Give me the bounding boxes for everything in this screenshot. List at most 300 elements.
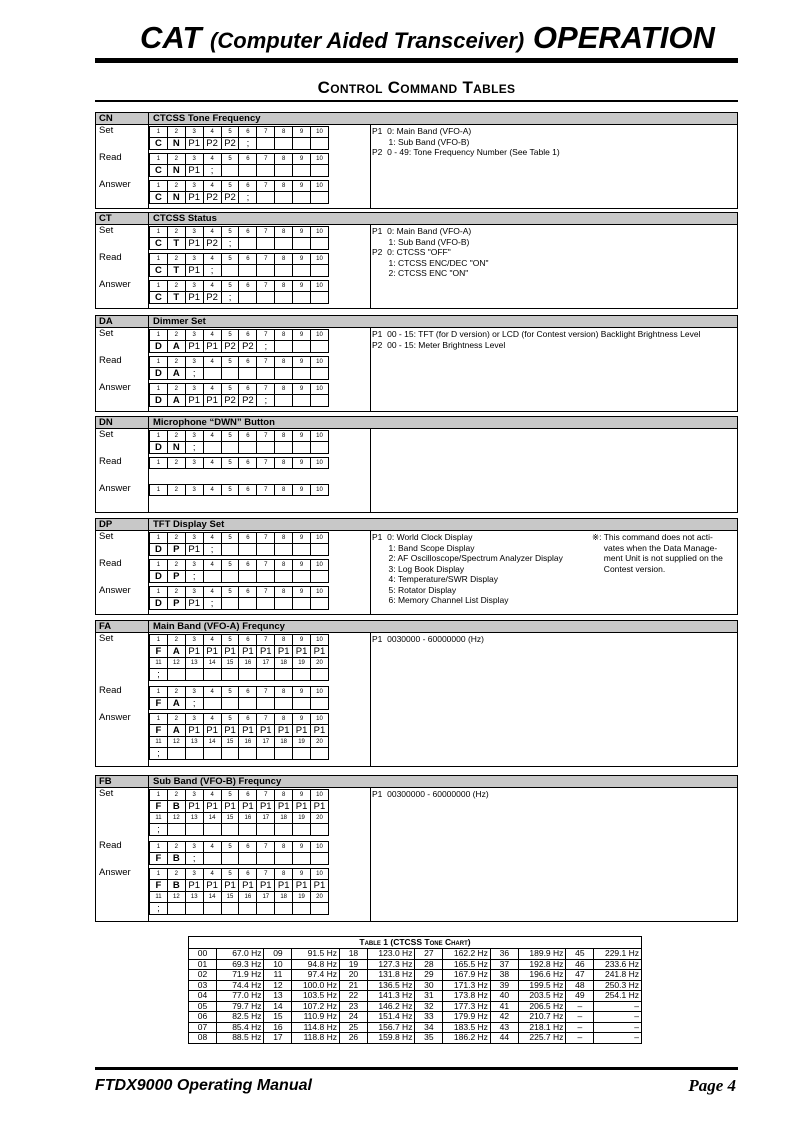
command-char	[221, 748, 239, 760]
command-char	[167, 669, 185, 681]
command-char	[185, 903, 203, 915]
tone-frequency: 162.2 Hz	[443, 949, 491, 960]
command-char	[275, 165, 293, 177]
command-format-table	[149, 868, 329, 915]
command-char: P2	[221, 192, 239, 204]
command-char: P1	[293, 725, 311, 737]
digit-index: 9	[293, 127, 311, 138]
command-char	[293, 669, 311, 681]
row-label: Set	[99, 429, 114, 440]
command-format-table	[149, 253, 329, 277]
command-char: P1	[203, 646, 221, 658]
command-char: P1	[221, 880, 239, 892]
digit-index: 20	[311, 737, 329, 748]
command-char: P	[167, 598, 185, 610]
digit-index: 7	[257, 533, 275, 544]
command-char: ;	[185, 698, 203, 710]
digit-index: 8	[275, 790, 293, 801]
command-char: A	[167, 698, 185, 710]
digit-index: 6	[239, 431, 257, 442]
command-char: ;	[185, 442, 203, 454]
digit-index: 2	[167, 181, 185, 192]
tone-chart-row	[189, 970, 642, 981]
digit-index: 6	[239, 330, 257, 341]
digit-index: 7	[257, 384, 275, 395]
digit-index: 1	[150, 458, 168, 469]
tone-number: 30	[415, 980, 443, 991]
command-format-table	[149, 226, 329, 250]
command-char	[185, 824, 203, 836]
tone-number: –	[566, 1012, 594, 1023]
digit-index: 19	[293, 892, 311, 903]
command-char: T	[167, 265, 185, 277]
tone-frequency: 79.7 Hz	[216, 1001, 264, 1012]
command-char: P1	[239, 725, 257, 737]
tone-number: 23	[339, 1001, 367, 1012]
tone-frequency: 159.8 Hz	[367, 1033, 415, 1044]
digit-index: 3	[185, 560, 203, 571]
command-char: ;	[257, 341, 275, 353]
digit-index: 7	[257, 127, 275, 138]
tone-frequency: 97.4 Hz	[292, 970, 340, 981]
command-char: P1	[185, 544, 203, 556]
command-char	[221, 265, 239, 277]
command-char	[239, 368, 257, 380]
digit-index: 5	[221, 357, 239, 368]
digit-index: 8	[275, 458, 293, 469]
digit-index: 10	[311, 254, 329, 265]
command-char: P1	[203, 341, 221, 353]
digit-index: 2	[167, 254, 185, 265]
command-char	[275, 598, 293, 610]
command-char	[239, 903, 257, 915]
command-char: T	[167, 292, 185, 304]
command-char	[311, 341, 329, 353]
command-char	[257, 138, 275, 150]
digit-index: 4	[203, 431, 221, 442]
digit-index: 5	[221, 127, 239, 138]
digit-index: 11	[150, 658, 168, 669]
digit-index: 14	[203, 658, 221, 669]
note-line: ment Unit is not supplied on the	[592, 553, 723, 563]
digit-index: 7	[257, 431, 275, 442]
command-char	[293, 165, 311, 177]
command-char: ;	[150, 669, 168, 681]
command-format-table	[149, 586, 329, 610]
command-format-table	[149, 180, 329, 204]
digit-index: 7	[257, 842, 275, 853]
digit-index: 10	[311, 790, 329, 801]
column-divider	[148, 328, 149, 411]
digit-index: 1	[150, 533, 168, 544]
command-char: P1	[257, 646, 275, 658]
digit-index: 9	[293, 154, 311, 165]
tone-number: 22	[339, 991, 367, 1002]
tone-frequency: 196.6 Hz	[518, 970, 566, 981]
parameter-description	[372, 126, 560, 158]
digit-index: 9	[293, 227, 311, 238]
tone-number: 15	[264, 1012, 292, 1023]
digit-index: 1	[150, 154, 168, 165]
tone-number: 12	[264, 980, 292, 991]
digit-index: 8	[275, 384, 293, 395]
command-char	[239, 698, 257, 710]
command-char	[185, 669, 203, 681]
digit-index: 1	[150, 869, 168, 880]
digit-index: 9	[293, 687, 311, 698]
digit-index: 7	[257, 635, 275, 646]
command-char	[203, 669, 221, 681]
parameter-description	[372, 634, 484, 645]
digit-index: 8	[275, 714, 293, 725]
command-char	[275, 138, 293, 150]
tone-frequency: 77.0 Hz	[216, 991, 264, 1002]
row-label: Answer	[99, 712, 131, 723]
command-name: TFT Display Set	[148, 519, 224, 530]
row-label: Answer	[99, 382, 131, 393]
digit-index: 2	[167, 154, 185, 165]
command-char: B	[167, 853, 185, 865]
digit-index: 19	[293, 658, 311, 669]
digit-index: 9	[293, 790, 311, 801]
command-char	[203, 698, 221, 710]
digit-index: 3	[185, 842, 203, 853]
digit-index: 6	[239, 357, 257, 368]
digit-index: 4	[203, 254, 221, 265]
command-char: B	[167, 801, 185, 813]
digit-index: 6	[239, 485, 257, 496]
digit-index: 1	[150, 181, 168, 192]
digit-index: 5	[221, 714, 239, 725]
command-char	[293, 368, 311, 380]
command-char	[221, 442, 239, 454]
row-label: Answer	[99, 179, 131, 190]
command-block-dp	[95, 518, 738, 615]
digit-index: 7	[257, 330, 275, 341]
command-char: P1	[203, 395, 221, 407]
tone-number: 08	[189, 1033, 217, 1044]
digit-index: 10	[311, 227, 329, 238]
digit-index: 8	[275, 842, 293, 853]
tone-number: 36	[490, 949, 518, 960]
footer-manual-name: FTDX9000 Operating Manual	[95, 1077, 312, 1094]
tone-frequency: 74.4 Hz	[216, 980, 264, 991]
tone-frequency: 225.7 Hz	[518, 1033, 566, 1044]
digit-index: 8	[275, 181, 293, 192]
command-format-table	[149, 713, 329, 760]
command-char: P1	[275, 725, 293, 737]
command-char	[239, 238, 257, 250]
command-char: ;	[203, 544, 221, 556]
command-char	[257, 853, 275, 865]
digit-index: 2	[167, 127, 185, 138]
digit-index: 2	[167, 227, 185, 238]
command-char	[167, 824, 185, 836]
command-char: ;	[239, 192, 257, 204]
tone-number: 47	[566, 970, 594, 981]
digit-index: 8	[275, 357, 293, 368]
tone-number: 40	[490, 991, 518, 1002]
row-label: Set	[99, 531, 114, 542]
digit-index: 19	[293, 813, 311, 824]
command-code: FB	[99, 776, 112, 787]
digit-index: 5	[221, 533, 239, 544]
description-line: P1 0: Main Band (VFO-A)	[372, 126, 472, 136]
digit-index: 8	[275, 635, 293, 646]
command-char	[239, 824, 257, 836]
column-divider	[148, 429, 149, 512]
command-char: P1	[203, 725, 221, 737]
tone-number: 14	[264, 1001, 292, 1012]
section-rule	[95, 100, 738, 102]
command-char: D	[150, 368, 168, 380]
command-char: P2	[221, 138, 239, 150]
tone-chart-row	[189, 1001, 642, 1012]
description-line: 1: Band Scope Display	[372, 542, 475, 553]
command-char	[275, 395, 293, 407]
digit-index: 9	[293, 587, 311, 598]
digit-index: 5	[221, 384, 239, 395]
digit-index: 8	[275, 227, 293, 238]
digit-index: 4	[203, 485, 221, 496]
tone-frequency: 189.9 Hz	[518, 949, 566, 960]
digit-index: 1	[150, 687, 168, 698]
digit-index: 17	[257, 813, 275, 824]
command-char: P2	[239, 341, 257, 353]
digit-index: 3	[185, 687, 203, 698]
command-char: ;	[257, 395, 275, 407]
tone-frequency: 91.5 Hz	[292, 949, 340, 960]
digit-index: 18	[275, 658, 293, 669]
command-char	[275, 368, 293, 380]
command-format-table	[149, 634, 329, 681]
digit-index: 4	[203, 790, 221, 801]
digit-index: 9	[293, 869, 311, 880]
digit-index: 9	[293, 533, 311, 544]
command-char: C	[150, 292, 168, 304]
command-char	[275, 571, 293, 583]
command-format-table	[149, 484, 329, 496]
digit-index: 9	[293, 458, 311, 469]
digit-index: 3	[185, 635, 203, 646]
tone-frequency: 241.8 Hz	[594, 970, 642, 981]
command-char: ;	[150, 824, 168, 836]
command-char: N	[167, 192, 185, 204]
command-code: CN	[99, 113, 113, 124]
command-char	[257, 669, 275, 681]
tone-number: 28	[415, 959, 443, 970]
digit-index: 6	[239, 587, 257, 598]
tone-number: 27	[415, 949, 443, 960]
digit-index: 10	[311, 560, 329, 571]
tone-frequency: 107.2 Hz	[292, 1001, 340, 1012]
command-char	[257, 824, 275, 836]
parameter-description	[372, 226, 489, 279]
tone-number: –	[566, 1022, 594, 1033]
command-char: P1	[239, 880, 257, 892]
command-char: P1	[257, 725, 275, 737]
digit-index: 4	[203, 458, 221, 469]
command-char	[203, 571, 221, 583]
row-label: Set	[99, 633, 114, 644]
command-char: A	[167, 368, 185, 380]
command-block-header	[96, 113, 737, 125]
tone-number: 09	[264, 949, 292, 960]
command-name: Dimmer Set	[148, 316, 206, 327]
command-name: CTCSS Tone Frequency	[148, 113, 261, 124]
row-label: Set	[99, 788, 114, 799]
tone-number: –	[566, 1001, 594, 1012]
digit-index: 9	[293, 254, 311, 265]
tone-frequency: 110.9 Hz	[292, 1012, 340, 1023]
command-char: P1	[185, 880, 203, 892]
tone-frequency: 136.5 Hz	[367, 980, 415, 991]
digit-index: 10	[311, 384, 329, 395]
command-char: F	[150, 725, 168, 737]
description-line: P1 0030000 - 60000000 (Hz)	[372, 634, 484, 644]
digit-index: 2	[167, 281, 185, 292]
command-char: N	[167, 138, 185, 150]
command-format-table	[149, 356, 329, 380]
command-note	[592, 532, 723, 574]
command-char	[293, 571, 311, 583]
command-format-table	[149, 532, 329, 556]
column-divider	[370, 125, 371, 208]
command-char: C	[150, 238, 168, 250]
command-char	[221, 544, 239, 556]
tone-number: 33	[415, 1012, 443, 1023]
digit-index: 9	[293, 842, 311, 853]
command-char	[311, 192, 329, 204]
command-block-header	[96, 776, 737, 788]
digit-index: 8	[275, 127, 293, 138]
digit-index: 13	[185, 737, 203, 748]
command-char	[257, 748, 275, 760]
tone-frequency: 254.1 Hz	[594, 991, 642, 1002]
command-char	[293, 824, 311, 836]
digit-index: 3	[185, 281, 203, 292]
digit-index: 7	[257, 181, 275, 192]
command-char: ;	[150, 748, 168, 760]
tone-number: 24	[339, 1012, 367, 1023]
page-title	[140, 20, 740, 56]
digit-index: 15	[221, 892, 239, 903]
tone-frequency: 233.6 Hz	[594, 959, 642, 970]
command-char	[257, 292, 275, 304]
digit-index: 9	[293, 357, 311, 368]
command-char: A	[167, 395, 185, 407]
command-name: CTCSS Status	[148, 213, 217, 224]
tone-number: 07	[189, 1022, 217, 1033]
command-char: A	[167, 725, 185, 737]
tone-chart-row	[189, 980, 642, 991]
digit-index: 7	[257, 587, 275, 598]
command-char: A	[167, 646, 185, 658]
command-char	[257, 265, 275, 277]
command-char: P1	[311, 646, 329, 658]
tone-frequency: –	[594, 1012, 642, 1023]
digit-index: 5	[221, 842, 239, 853]
description-line: P1 0: World Clock Display	[372, 532, 473, 542]
command-char	[311, 165, 329, 177]
digit-index: 1	[150, 485, 168, 496]
command-char: P1	[221, 801, 239, 813]
digit-index: 6	[239, 687, 257, 698]
digit-index: 2	[167, 330, 185, 341]
digit-index: 2	[167, 687, 185, 698]
command-char	[185, 748, 203, 760]
digit-index: 14	[203, 892, 221, 903]
command-format-table	[149, 457, 329, 469]
command-char	[203, 442, 221, 454]
tone-number: 05	[189, 1001, 217, 1012]
command-char	[293, 395, 311, 407]
command-char	[293, 853, 311, 865]
header-rule	[95, 58, 738, 63]
command-char	[293, 292, 311, 304]
tone-number: 46	[566, 959, 594, 970]
digit-index: 4	[203, 869, 221, 880]
tone-frequency: 183.5 Hz	[443, 1022, 491, 1033]
tone-chart-row	[189, 1022, 642, 1033]
command-char: P1	[185, 238, 203, 250]
digit-index: 8	[275, 154, 293, 165]
command-char: C	[150, 192, 168, 204]
digit-index: 17	[257, 892, 275, 903]
tone-number: 34	[415, 1022, 443, 1033]
digit-index: 19	[293, 737, 311, 748]
digit-index: 18	[275, 737, 293, 748]
command-char: P1	[239, 646, 257, 658]
digit-index: 20	[311, 658, 329, 669]
column-divider	[148, 633, 149, 766]
digit-index: 1	[150, 227, 168, 238]
command-char: P1	[203, 801, 221, 813]
command-char: N	[167, 165, 185, 177]
digit-index: 5	[221, 485, 239, 496]
digit-index: 2	[167, 635, 185, 646]
command-char: P	[167, 571, 185, 583]
digit-index: 9	[293, 635, 311, 646]
tone-chart-row	[189, 949, 642, 960]
digit-index: 10	[311, 181, 329, 192]
digit-index: 7	[257, 485, 275, 496]
digit-index: 5	[221, 635, 239, 646]
digit-index: 4	[203, 533, 221, 544]
command-char: C	[150, 165, 168, 177]
digit-index: 7	[257, 687, 275, 698]
command-format-table	[149, 686, 329, 710]
command-format-table	[149, 383, 329, 407]
command-char: ;	[185, 853, 203, 865]
tone-chart-row	[189, 959, 642, 970]
command-block-header	[96, 621, 737, 633]
digit-index: 6	[239, 560, 257, 571]
command-char: P1	[311, 801, 329, 813]
digit-index: 12	[167, 737, 185, 748]
command-char	[293, 442, 311, 454]
footer-rule	[95, 1067, 738, 1070]
digit-index: 2	[167, 842, 185, 853]
tone-frequency: 177.3 Hz	[443, 1001, 491, 1012]
tone-number: 03	[189, 980, 217, 991]
digit-index: 16	[239, 658, 257, 669]
command-char: P2	[203, 292, 221, 304]
tone-frequency: 69.3 Hz	[216, 959, 264, 970]
digit-index: 20	[311, 813, 329, 824]
digit-index: 9	[293, 560, 311, 571]
digit-index: 7	[257, 281, 275, 292]
